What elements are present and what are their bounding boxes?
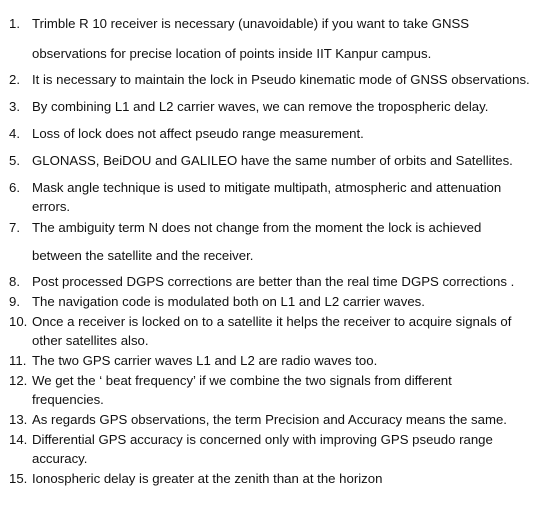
list-item-13 [0,410,551,432]
item-text-line: errors. [32,199,71,214]
list-item-9 [0,292,551,314]
item-text-line: It is necessary to maintain the lock in Pseudo kinematic mode of GNSS observations. [32,72,530,87]
item-text-line: Post processed DGPS corrections are better than the real time DGPS corrections . [32,274,515,289]
list-item-11 [0,351,551,373]
list-item-14 [0,430,551,472]
list-item-8 [0,272,551,294]
list-item-10 [0,312,551,354]
item-text-line: Trimble R 10 receiver is necessary (unavoidable) if you want to take GNSS [32,16,470,31]
item-text-line: GLONASS, BeiDOU and GALILEO have the same number of orbits and Satellites. [32,153,513,168]
item-number: 7. [9,220,20,235]
item-text-line: By combining L1 and L2 carrier waves, we can remove the tropospheric delay. [32,99,489,114]
item-number: 11. [9,353,27,368]
item-number: 15. [9,471,28,486]
item-text-line: The navigation code is modulated both on L1 and L2 carrier waves. [32,294,425,309]
list-item-1 [0,14,551,74]
item-text-line: accuracy. [32,451,88,466]
list-item-3 [0,97,551,119]
list-item-12 [0,371,551,413]
item-text-line: Ionospheric delay is greater at the zenith than at the horizon [32,471,383,486]
item-text-line: The ambiguity term N does not change from the moment the lock is achieved [32,220,482,235]
item-number: 12. [9,373,28,388]
item-number: 4. [9,126,20,141]
item-text-line: Loss of lock does not affect pseudo range measurement. [32,126,364,141]
item-text-line: We get the ‘ beat frequency’ if we combine the two signals from different [32,373,452,388]
item-text-line: Differential GPS accuracy is concerned only with improving GPS pseudo range [32,432,493,447]
item-text-line: between the satellite and the receiver. [32,248,254,263]
item-number: 6. [9,180,20,195]
item-text-line: The two GPS carrier waves L1 and L2 are radio waves too. [32,353,378,368]
list-item-2 [0,70,551,92]
item-number: 10. [9,314,28,329]
item-number: 9. [9,294,20,309]
item-text-line: observations for precise location of points inside IIT Kanpur campus. [32,46,432,61]
item-number: 1. [9,16,20,31]
list-item-4 [0,124,551,146]
item-text-line: Mask angle technique is used to mitigate multipath, atmospheric and attenuation [32,180,502,195]
item-number: 8. [9,274,20,289]
item-number: 3. [9,99,20,114]
item-number: 14. [9,432,28,447]
item-text-line: As regards GPS observations, the term Precision and Accuracy means the same. [32,412,507,427]
item-number: 2. [9,72,20,87]
list-item-5 [0,151,551,173]
item-text-line: frequencies. [32,392,104,407]
item-number: 13. [9,412,28,427]
item-text-line: Once a receiver is locked on to a satellite it helps the receiver to acquire signals of [32,314,512,329]
list-item-7 [0,218,551,270]
item-number: 5. [9,153,20,168]
item-text-line: other satellites also. [32,333,149,348]
list-item-15 [0,469,551,491]
list-item-6 [0,178,551,220]
